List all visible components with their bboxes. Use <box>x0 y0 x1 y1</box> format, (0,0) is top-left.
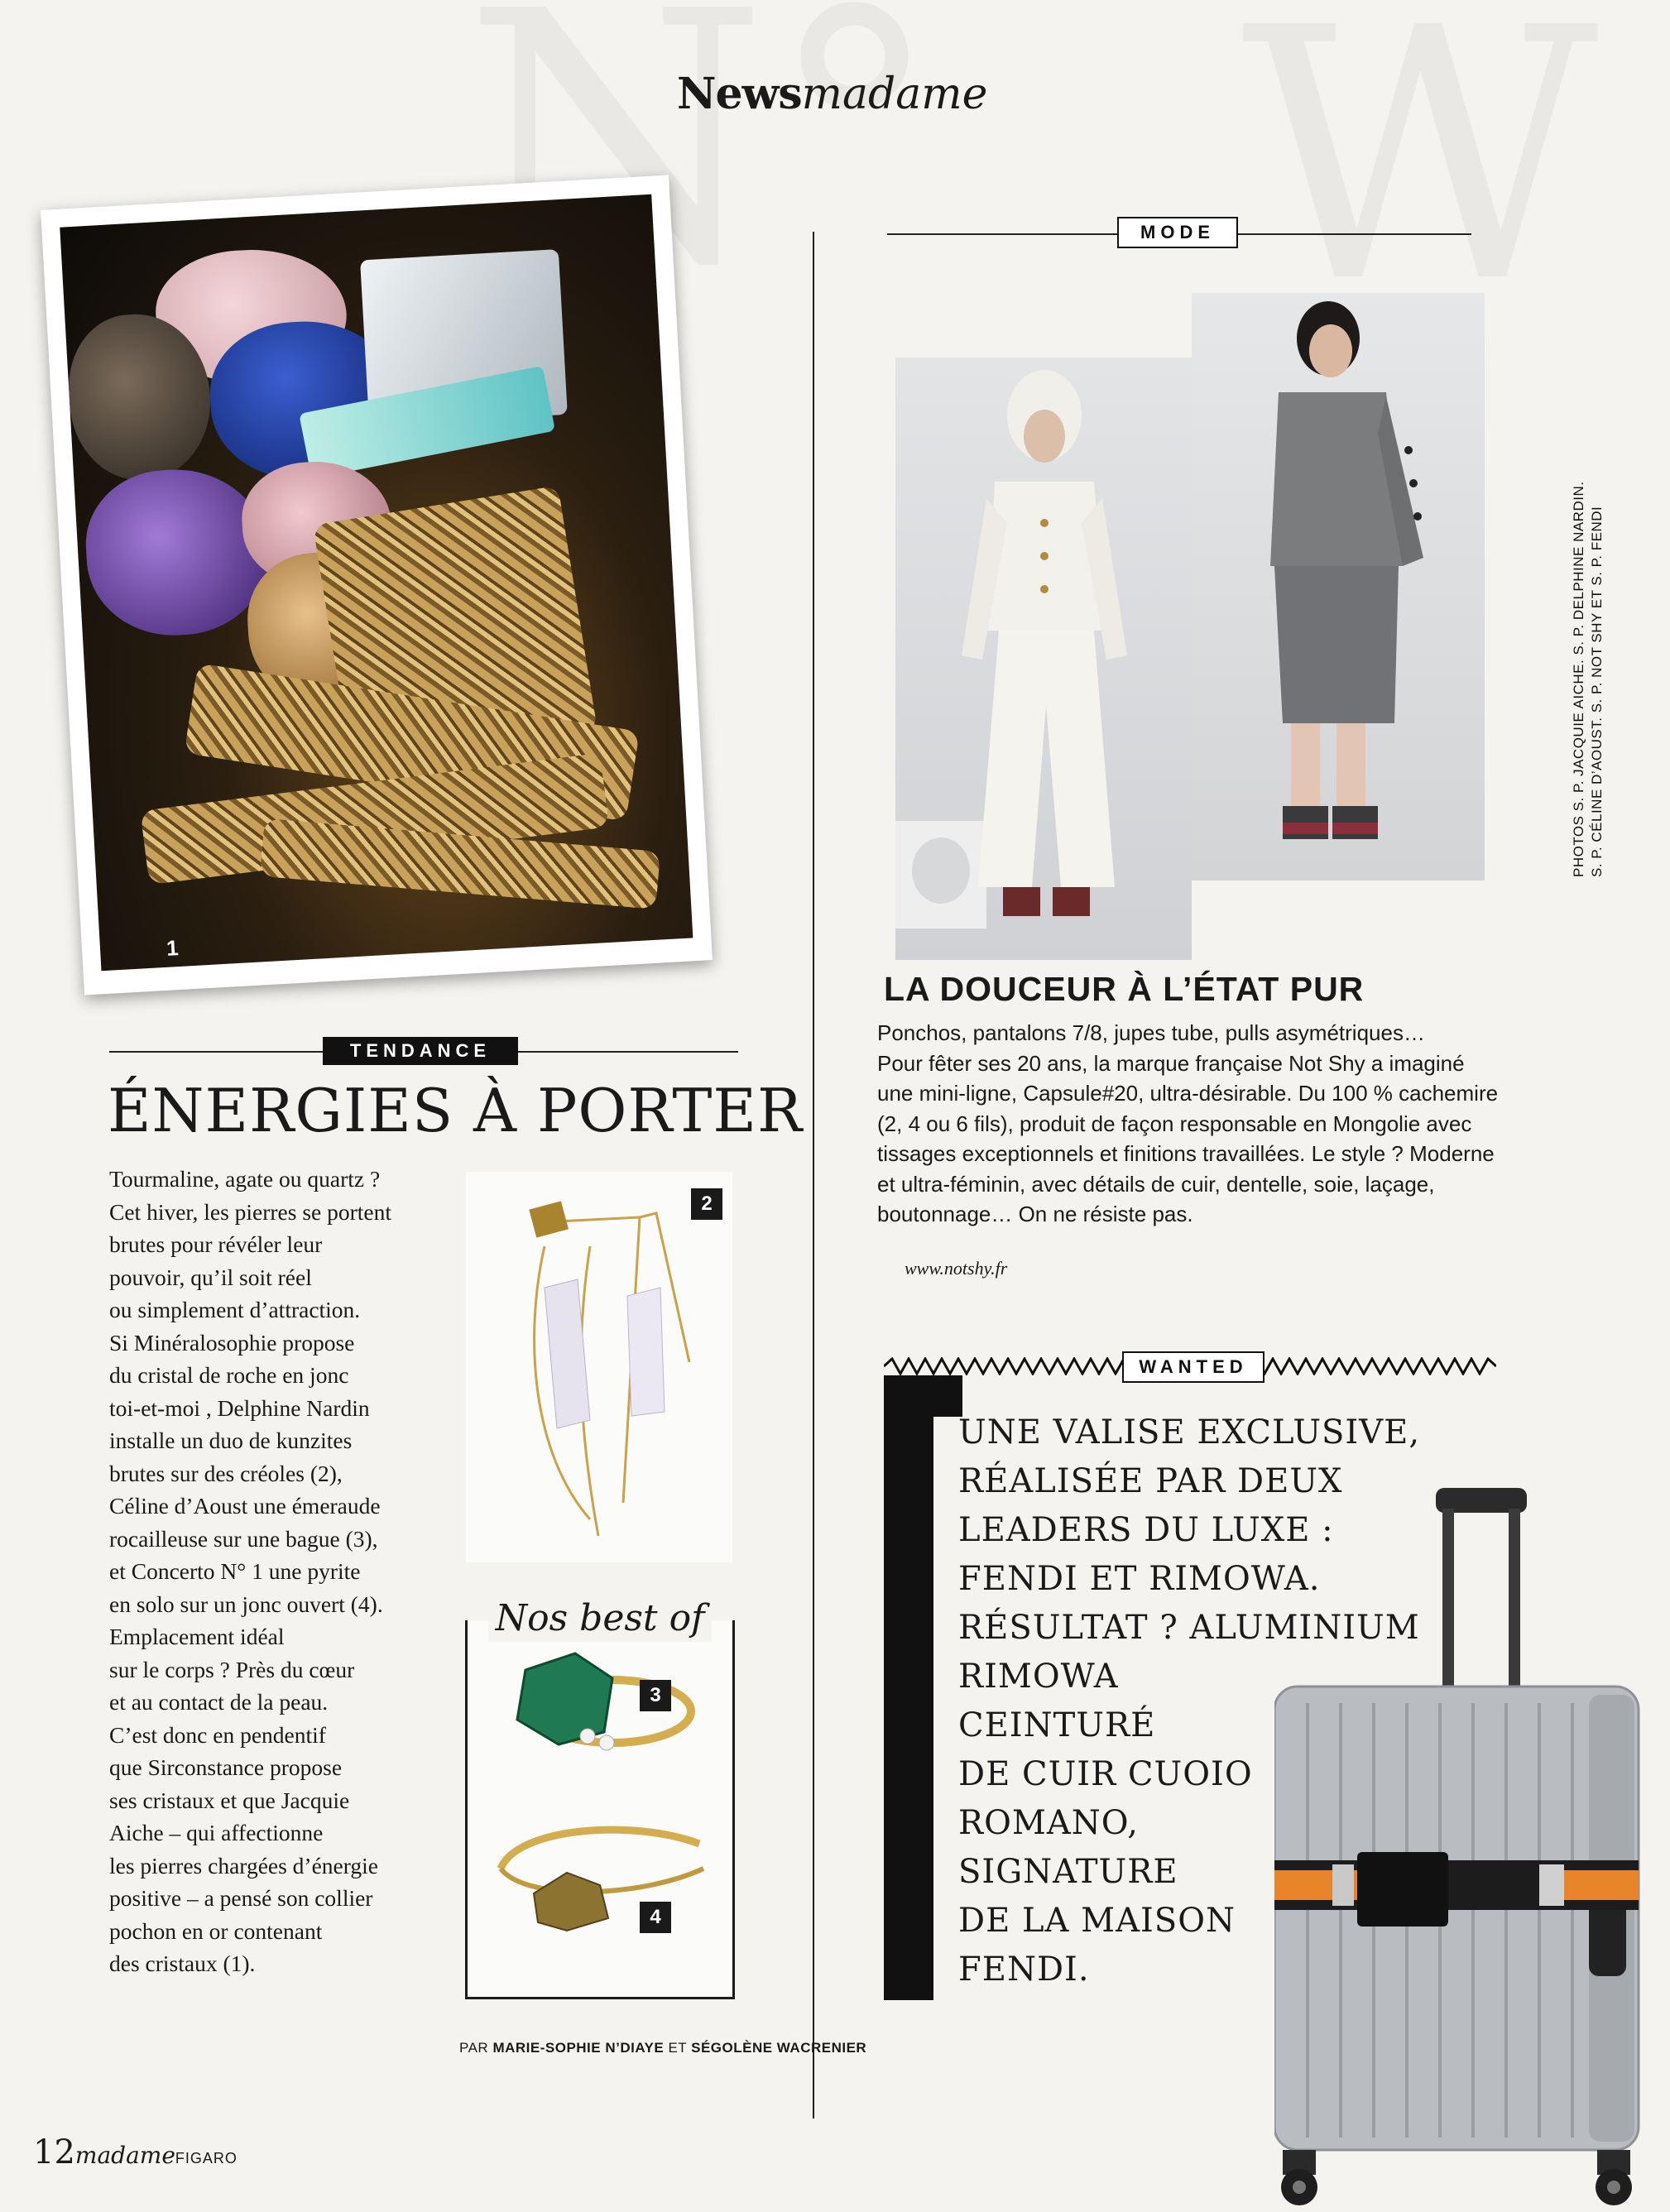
photo-credits-line: S. P. CÉLINE D’AOUST. S. P. NOT SHY ET S. P. FENDI <box>1589 506 1605 877</box>
tendance-body-line: pouvoir, qu’il soit réel <box>109 1264 312 1290</box>
tendance-body-line: du cristal de roche en jonc <box>109 1362 349 1388</box>
tendance-label: TENDANCE <box>323 1037 518 1065</box>
wanted-line: RÉALISÉE PAR DEUX <box>958 1462 1343 1500</box>
tendance-body-line: Tourmaline, agate ou quartz ? <box>109 1166 381 1192</box>
best-of-illustrations <box>468 1620 732 1997</box>
tendance-title: ÉNERGIES À PORTER <box>108 1076 804 1145</box>
tendance-body-line: les pierres chargées d’énergie <box>109 1852 379 1879</box>
mode-body-line: et ultra-féminin, avec détails de cuir, dentelle, soie, laçage, <box>877 1171 1435 1197</box>
photo-crystals-necklace <box>41 175 713 996</box>
wanted-line: LEADERS DU LUXE : <box>958 1511 1334 1549</box>
wanted-line: CEINTURÉ <box>958 1706 1156 1744</box>
tendance-body-line: des cristaux (1). <box>109 1950 256 1976</box>
photo-credits-line: PHOTOS S. P. JACQUIE AICHE. S. P. DELPHINE NARDIN. <box>1571 481 1586 877</box>
wanted-line: DE LA MAISON <box>958 1902 1236 1940</box>
model-white-illustration <box>895 357 1192 960</box>
photo-crystals-image <box>60 194 693 972</box>
photo-number-3: 3 <box>640 1680 671 1711</box>
wanted-line: FENDI. <box>958 1950 1090 1989</box>
mode-body-line: tissages exceptionnels et finitions travaillées. Le style ? Moderne <box>877 1141 1495 1166</box>
header-news: News <box>677 69 802 119</box>
watermark-letters-right <box>1241 0 1599 331</box>
column-divider <box>813 232 814 2118</box>
mode-body-line: Ponchos, pantalons 7/8, jupes tube, pulls asymétriques… <box>877 1020 1425 1045</box>
photo-number-1: 1 <box>166 935 180 961</box>
byline-conj: ET <box>668 2040 687 2056</box>
best-of-title: Nos best of <box>488 1595 712 1642</box>
mode-body-line: une mini-ligne, Capsule#20, ultra-désirable. Du 100 % cachemire <box>877 1081 1499 1106</box>
wanted-line: DE CUIR CUOIO <box>958 1755 1253 1793</box>
photo-credits <box>1570 481 1605 877</box>
initial-letter-bar <box>884 1375 933 2000</box>
earrings-illustration <box>466 1172 732 1562</box>
header-madame: madame <box>801 70 988 119</box>
tendance-body <box>109 1163 449 1980</box>
footer-figaro: FIGARO <box>175 2150 238 2166</box>
tendance-body-line: Cet hiver, les pierres se portent <box>109 1198 392 1225</box>
tendance-body-line: Céline d’Aoust une émeraude <box>109 1493 381 1519</box>
tendance-body-line: brutes pour révéler leur <box>109 1231 323 1257</box>
wanted-line: ROMANO, <box>958 1804 1139 1842</box>
wanted-line: FENDI ET RIMOWA. <box>958 1560 1321 1598</box>
wanted-label: WANTED <box>1122 1351 1264 1383</box>
tendance-body-line: ses cristaux et que Jacquie <box>109 1787 350 1813</box>
best-of-box <box>465 1620 735 1999</box>
byline <box>459 2040 866 2056</box>
page-number: 12 <box>33 2133 75 2171</box>
model-grey-illustration <box>1192 293 1485 880</box>
byline-author-1: MARIE-SOPHIE N’DIAYE <box>492 2040 665 2056</box>
wanted-line: SIGNATURE <box>958 1853 1178 1891</box>
mode-body <box>877 1018 1506 1230</box>
mode-body-line: boutonnage… On ne résiste pas. <box>877 1202 1193 1226</box>
tendance-body-line: rocailleuse sur une bague (3), <box>109 1525 378 1552</box>
wanted-line: RIMOWA <box>958 1658 1119 1696</box>
tendance-body-line: Si Minéralosophie propose <box>109 1329 355 1356</box>
photo-model-grey-outfit <box>1192 293 1485 880</box>
byline-prefix: PAR <box>459 2040 489 2056</box>
tendance-body-line: brutes sur des créoles (2), <box>109 1460 343 1486</box>
section-header <box>677 70 987 120</box>
tendance-body-line: sur le corps ? Près du cœur <box>109 1656 355 1682</box>
tendance-body-line: C’est donc en pendentif <box>109 1721 326 1748</box>
stone-amethyst <box>82 464 273 640</box>
tendance-body-line: et Concerto N° 1 une pyrite <box>109 1558 361 1584</box>
wanted-line: RÉSULTAT ? ALUMINIUM <box>958 1609 1420 1647</box>
tendance-body-line: positive – a pensé son collier <box>109 1885 373 1911</box>
byline-author-2: SÉGOLÈNE WACRENIER <box>691 2040 867 2056</box>
mode-body-line: (2, 4 ou 6 fils), produit de façon responsable en Mongolie avec <box>877 1111 1472 1136</box>
tendance-body-line: que Sirconstance propose <box>109 1754 343 1780</box>
tendance-body-line: Emplacement idéal <box>109 1624 285 1649</box>
mode-body-line: Pour fêter ses 20 ans, la marque française Not Shy a imaginé <box>877 1050 1465 1076</box>
mode-label: MODE <box>1117 217 1238 248</box>
photo-number-4: 4 <box>640 1902 671 1933</box>
tendance-body-line: installe un duo de kunzites <box>109 1427 353 1453</box>
mode-title: LA DOUCEUR À L’ÉTAT PUR <box>884 970 1365 1008</box>
photo-kunzite-earrings <box>466 1172 732 1562</box>
photo-fendi-rimowa-suitcase <box>1274 1488 1643 2208</box>
wanted-line: UNE VALISE EXCLUSIVE, <box>958 1413 1421 1451</box>
notshy-link[interactable]: www.notshy.fr <box>905 1258 1008 1279</box>
tendance-body-line: et au contact de la peau. <box>109 1689 329 1715</box>
tendance-body-line: en solo sur un jonc ouvert (4). <box>109 1591 383 1617</box>
photo-model-white-outfit <box>895 357 1192 960</box>
photo-number-2: 2 <box>691 1188 722 1220</box>
footer-madame: madame <box>74 2142 175 2169</box>
page-footer <box>33 2133 238 2171</box>
tendance-body-line: pochon en or contenant <box>109 1917 323 1944</box>
tendance-body-line: ou simplement d’attraction. <box>109 1297 361 1322</box>
tendance-body-line: Aiche – qui affectionne <box>109 1820 324 1845</box>
tendance-body-line: toi-et-moi , Delphine Nardin <box>109 1394 370 1421</box>
